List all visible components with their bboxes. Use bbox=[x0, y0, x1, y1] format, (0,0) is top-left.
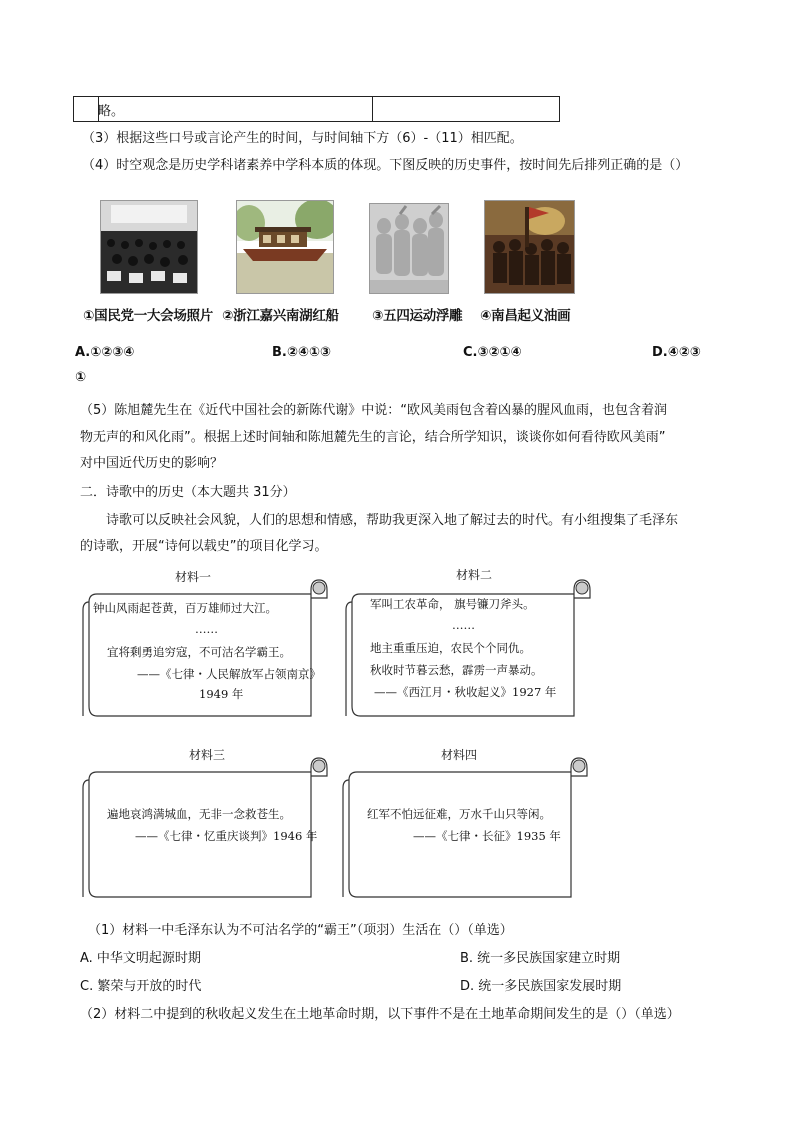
material-1-line: 1949 年 bbox=[199, 687, 244, 701]
table-cell bbox=[74, 97, 99, 121]
material-2-title: 材料二 bbox=[456, 568, 493, 582]
option-b[interactable]: B.②④①③ bbox=[272, 345, 331, 360]
material-3-scroll bbox=[79, 744, 331, 899]
option-c[interactable]: C.③②①④ bbox=[463, 345, 522, 360]
may-fourth-relief-photo bbox=[369, 203, 449, 294]
material-1-line: 钟山风雨起苍黄，百万雄师过大江。 bbox=[93, 601, 277, 615]
section-2-title: 二．诗歌中的历史（本大题共 31分） bbox=[80, 485, 296, 500]
section-2-intro-line2: 的诗歌，开展“诗何以载史”的项目化学习。 bbox=[80, 539, 328, 554]
table-cell bbox=[98, 97, 373, 121]
question-5-line3: 对中国近代历史的影响？ bbox=[80, 456, 224, 471]
material-4-scroll bbox=[339, 744, 591, 899]
option-a[interactable]: A. 中华文明起源时期 bbox=[80, 951, 201, 966]
kmt-congress-photo bbox=[100, 200, 198, 294]
red-boat-photo bbox=[236, 200, 334, 294]
question-2-2: （2）材料二中提到的秋收起义发生在土地革命时期，以下事件不是在土地革命期间发生的是（）（单选） bbox=[80, 1007, 680, 1022]
option-d-wrap: ① bbox=[75, 370, 87, 385]
material-4-title: 材料四 bbox=[441, 748, 478, 762]
material-2-line: 军叫工农革命， 旗号镰刀斧头。 bbox=[370, 597, 535, 611]
image-caption-4: ④南昌起义油画 bbox=[480, 308, 571, 324]
material-2-line: …… bbox=[452, 618, 475, 632]
nanchang-uprising-painting bbox=[484, 200, 575, 294]
answer-table-fragment bbox=[73, 96, 560, 122]
option-d[interactable]: D.④②③ bbox=[652, 345, 701, 360]
option-c[interactable]: C. 繁荣与开放的时代 bbox=[80, 979, 202, 994]
material-1-line: 宜将剩勇追穷寇，不可沽名学霸王。 bbox=[107, 645, 291, 659]
question-2-1: （1）材料一中毛泽东认为不可沽名学的“霸王”（项羽）生活在（）（单选） bbox=[88, 923, 513, 938]
question-3: （3）根据这些口号或言论产生的时间，与时间轴下方（6）-（11）相匹配。 bbox=[82, 131, 523, 146]
material-4-line: 红军不怕远征难，万水千山只等闲。 bbox=[367, 807, 551, 821]
material-2-scroll bbox=[342, 566, 594, 718]
question-5-line2: 物无声的和风化雨”。根据上述时间轴和陈旭麓先生的言论，结合所学知识，谈谈你如何看待欧风美雨” bbox=[80, 430, 666, 445]
material-2-line: 地主重重压迫，农民个个同仇。 bbox=[370, 641, 531, 655]
table-cell-text: 略。 bbox=[98, 104, 125, 119]
section-2-intro-line1: 诗歌可以反映社会风貌，人们的思想和情感，帮助我更深入地了解过去的时代。有小组搜集了毛泽东 bbox=[106, 513, 679, 528]
option-d[interactable]: D. 统一多民族国家发展时期 bbox=[460, 979, 622, 994]
material-1-line: …… bbox=[195, 622, 218, 636]
material-3-line: 遍地哀鸿满城血，无非一念救苍生。 bbox=[107, 807, 291, 821]
image-caption-2: ②浙江嘉兴南湖红船 bbox=[222, 308, 339, 324]
question-4: （4）时空观念是历史学科诸素养中学科本质的体现。下图反映的历史事件，按时间先后排列正确的是（） bbox=[82, 158, 689, 173]
material-1-scroll bbox=[79, 566, 331, 718]
material-2-line: ——《西江月・秋收起义》1927 年 bbox=[374, 685, 557, 699]
material-1-title: 材料一 bbox=[175, 570, 212, 584]
material-2-line: 秋收时节暮云愁，霹雳一声暴动。 bbox=[370, 663, 543, 677]
option-b[interactable]: B. 统一多民族国家建立时期 bbox=[460, 951, 621, 966]
material-3-line: ——《七律・忆重庆谈判》1946 年 bbox=[135, 829, 318, 843]
image-caption-3: ③五四运动浮雕 bbox=[372, 308, 463, 324]
option-a[interactable]: A.①②③④ bbox=[75, 345, 135, 360]
image-caption-1: ①国民党一大会场照片 bbox=[83, 308, 213, 324]
material-3-title: 材料三 bbox=[189, 748, 226, 762]
material-4-line: ——《七律・长征》1935 年 bbox=[413, 829, 561, 843]
question-5-line1: （5）陈旭麓先生在《近代中国社会的新陈代谢》中说：“欧风美雨包含着凶暴的腥风血雨，也包含着润 bbox=[80, 403, 668, 418]
material-1-line: ——《七律・人民解放军占领南京》 bbox=[137, 667, 321, 681]
